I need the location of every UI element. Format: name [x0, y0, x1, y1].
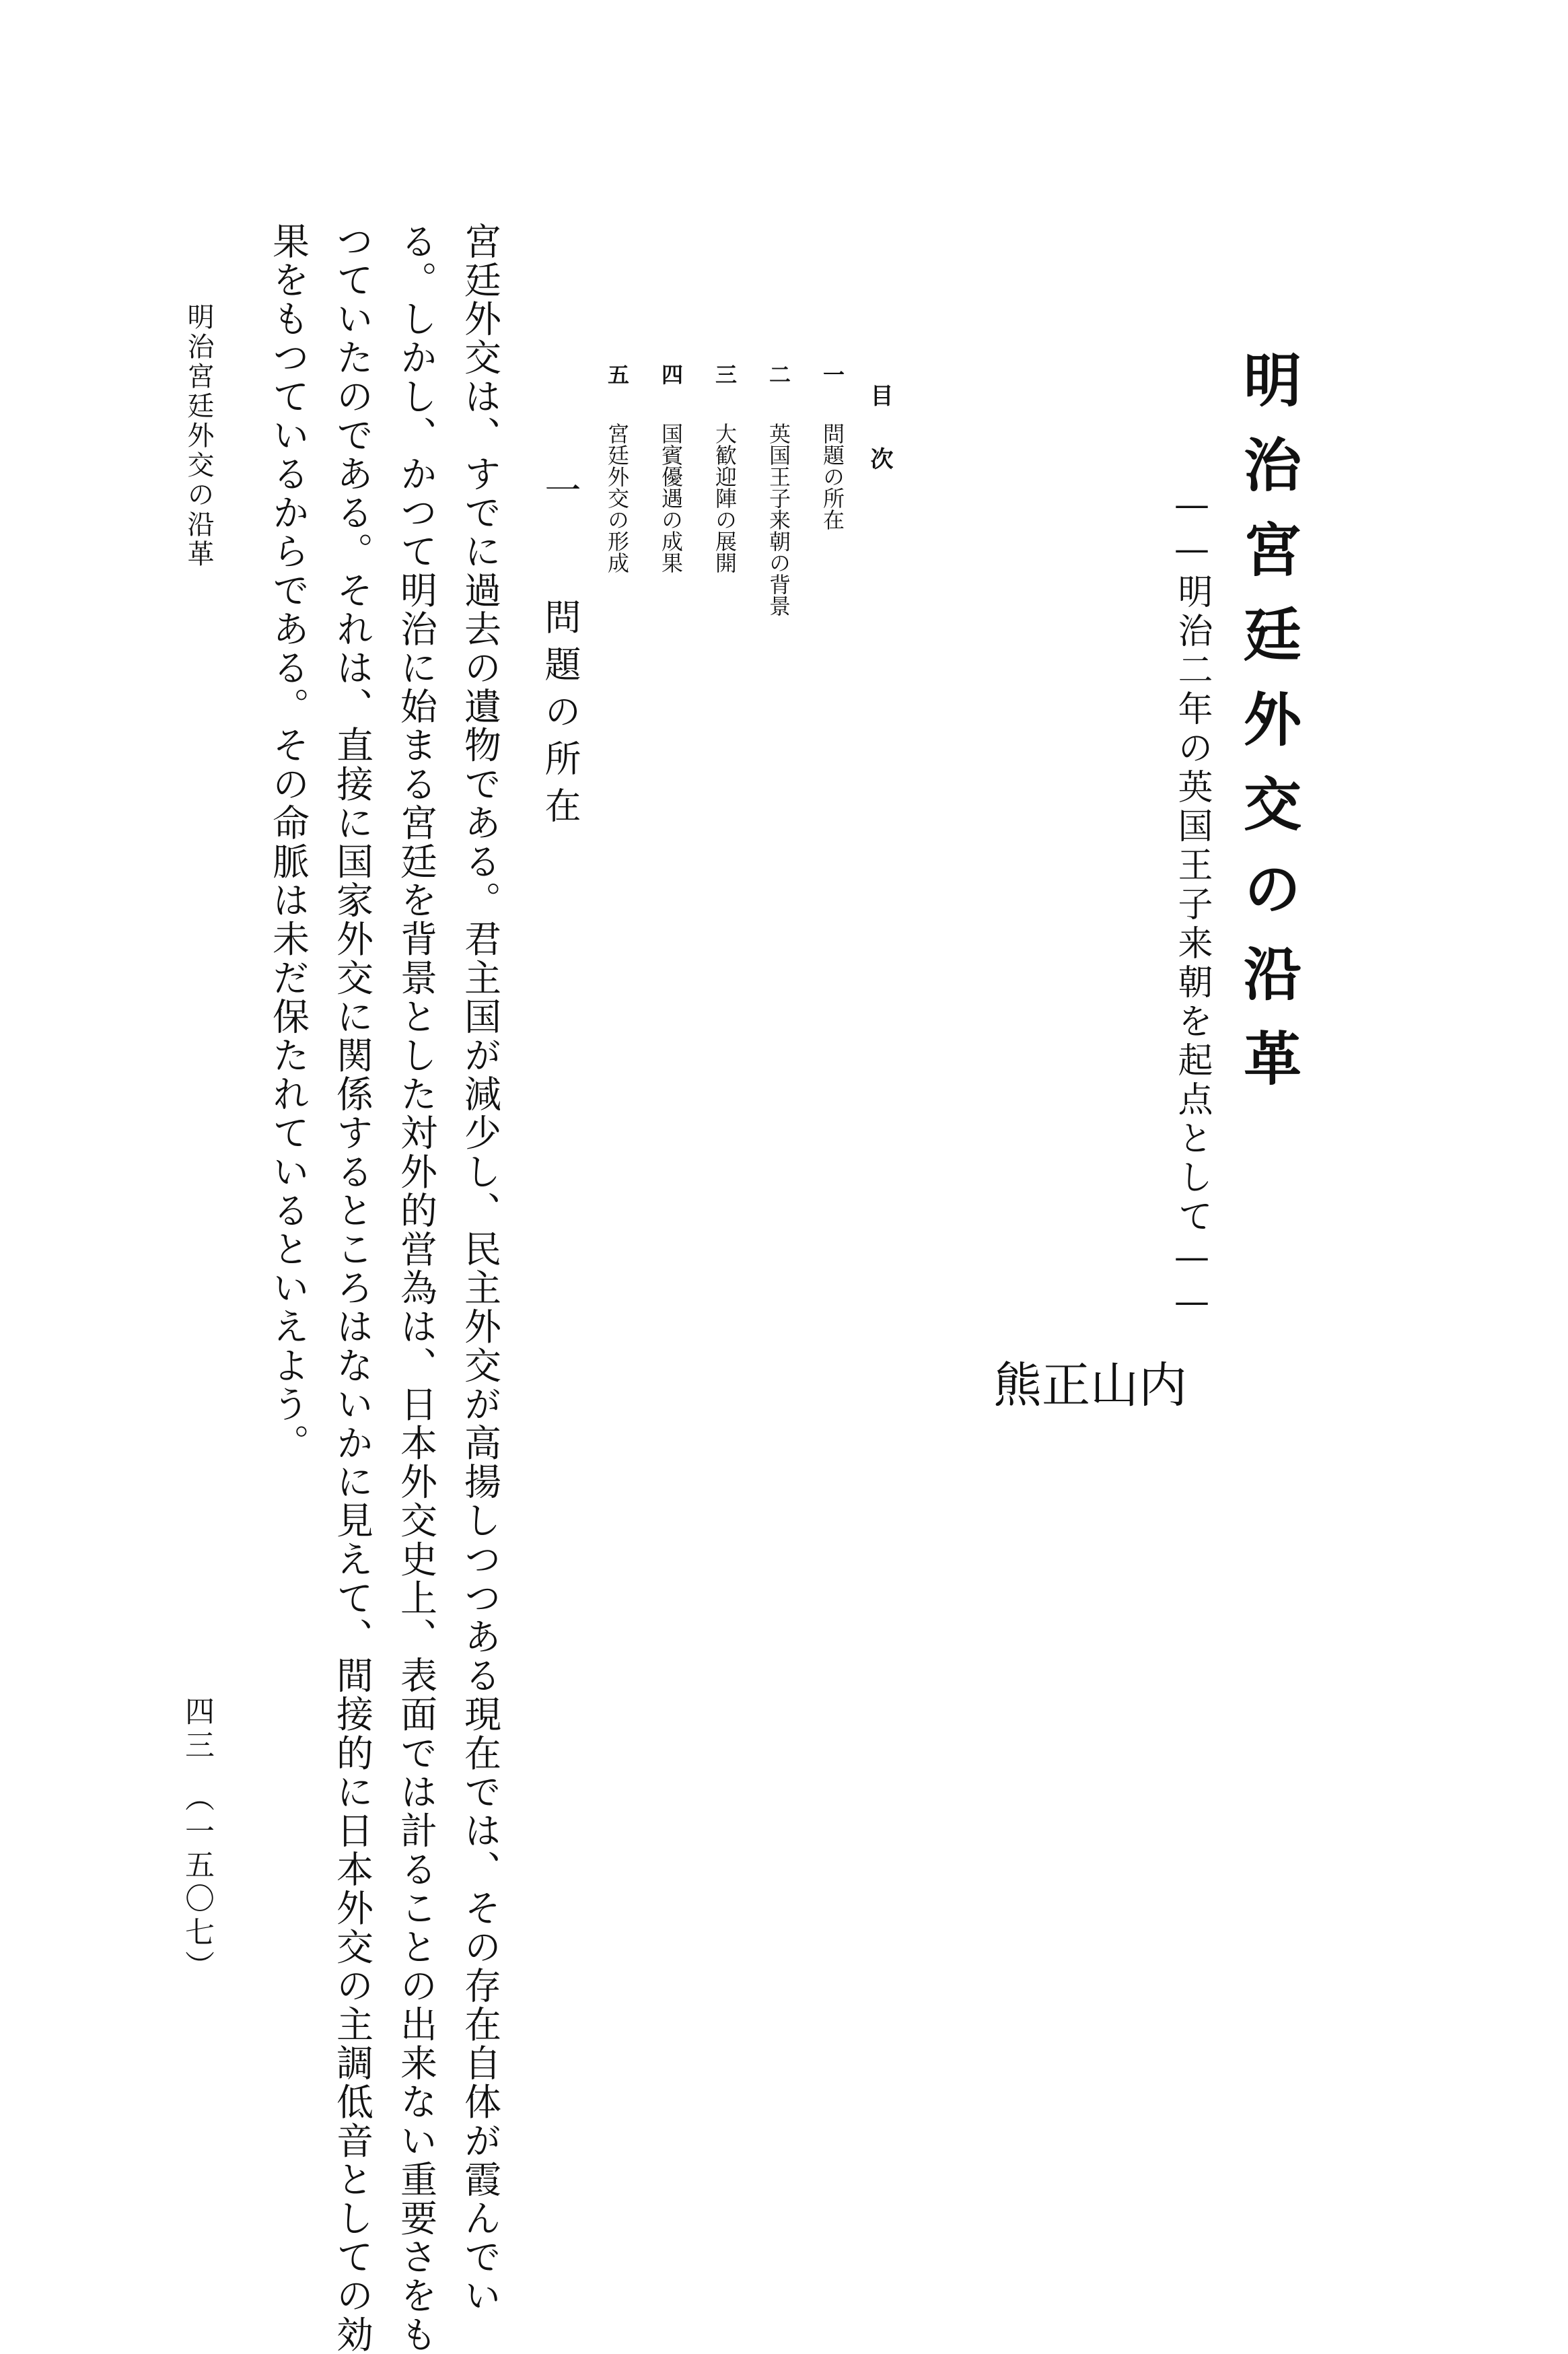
body-line: 宮廷外交は、すでに過去の遺物である。君主国が減少し、民主外交が高揚しつつある現在では、その存在自体が霞んでい [458, 222, 501, 2316]
toc-item [655, 363, 686, 713]
running-head: 明治宮廷外交の沿革 [183, 303, 214, 569]
toc-item-number: 一 [820, 363, 845, 385]
toc-item [763, 363, 794, 713]
table-of-contents [604, 363, 848, 713]
author-char-2: 山 [1082, 1359, 1139, 1408]
body-text [242, 222, 501, 2354]
section-heading [539, 471, 581, 834]
toc-item [602, 363, 633, 713]
toc-item-label: 問題の所在 [820, 423, 845, 530]
author-name [985, 1359, 1187, 1509]
section-title: 問題の所在 [539, 598, 581, 834]
body-line: つていたのである。それは、直接に国家外交に関係するところはないかに見えて、間接的に日本外交の主調低音としての効 [330, 222, 373, 2354]
page-number: 四三 （一五〇七） [180, 1696, 214, 1984]
section-number: 一 [539, 471, 581, 518]
toc-item [709, 363, 740, 713]
toc-item-number: 二 [766, 363, 791, 385]
author-char-4: 熊 [985, 1359, 1042, 1408]
toc-item [817, 363, 848, 713]
toc-item-number: 三 [712, 363, 738, 385]
toc-item-number: 四 [658, 363, 684, 385]
article-title: 明治宮廷外交の沿革 [1234, 350, 1302, 1113]
author-char-3: 正 [1034, 1359, 1090, 1408]
toc-item-label: 大歓迎陣の展開 [712, 423, 738, 573]
author-char-1: 内 [1131, 1359, 1187, 1408]
body-line: る。しかし、かつて明治に始まる宮廷を背景とした対外的営為は、日本外交史上、表面では計ることの出来ない重要さをも [394, 222, 437, 2354]
toc-item-label: 英国王子来朝の背景 [766, 423, 791, 616]
toc-item-label: 国賓優遇の成果 [658, 423, 684, 573]
toc-item-label: 宮廷外交の形成 [604, 423, 630, 573]
article-subtitle: ——明治二年の英国王子来朝を起点として—— [1172, 485, 1212, 1326]
body-line: 果をもつているからである。その命脈は未だ保たれているといえよう。 [266, 222, 310, 1463]
toc-heading: 目次 [866, 384, 893, 510]
toc-item-number: 五 [604, 363, 630, 385]
